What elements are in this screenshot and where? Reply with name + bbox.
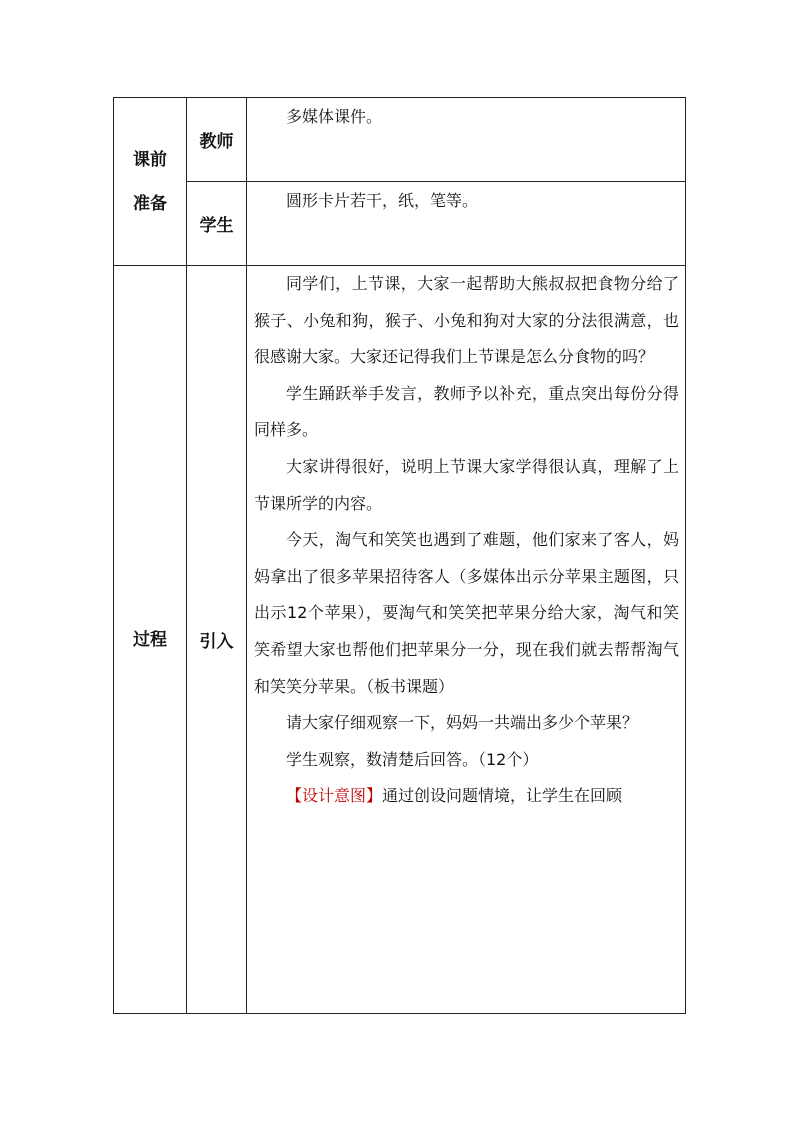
paragraph: 今天，淘气和笑笑也遇到了难题，他们家来了客人，妈妈拿出了很多苹果招待客人（多媒体出示分苹果主题图，只出示12个苹果），要淘气和笑笑把苹果分给大家，淘气和笑笑希望大家也帮他们把苹果分一分，现在我们就去帮帮淘气和笑笑分苹果。（板书课题） — [254, 530, 679, 696]
student-label: 学生 — [187, 182, 247, 266]
paragraph: 同学们，上节课，大家一起帮助大熊叔叔把食物分给了猴子、小兔和狗，猴子、小兔和狗对大家的分法很满意，也很感谢大家。大家还记得我们上节课是怎么分食物的吗？ — [254, 274, 679, 367]
teacher-materials-text: 多媒体课件。 — [286, 107, 383, 126]
paragraph: 大家讲得很好，说明上节课大家学得很认真，理解了上节课所学的内容。 — [254, 456, 679, 513]
teacher-materials-cell — [247, 98, 686, 182]
student-materials-text: 圆形卡片若干，纸，笔等。 — [286, 191, 479, 210]
section-prep-label-line1: 课前 — [133, 149, 167, 170]
lesson-plan-table — [113, 97, 686, 1014]
teacher-label: 教师 — [187, 98, 247, 182]
section-prep-label-line2: 准备 — [133, 193, 167, 214]
design-intent-paragraph — [254, 778, 679, 815]
intro-content-cell — [247, 266, 686, 1014]
section-prep-label — [114, 98, 187, 266]
design-intent-text: 通过创设问题情境，让学生在回顾 — [382, 786, 623, 806]
section-process-label: 过程 — [114, 266, 187, 1014]
paragraph: 学生观察，数清楚后回答。（12个） — [286, 749, 539, 769]
paragraph: 学生踊跃举手发言，教师予以补充，重点突出每份分得同样多。 — [254, 383, 679, 440]
design-intent-tag: 【设计意图】 — [286, 786, 383, 806]
student-materials-cell — [247, 182, 686, 266]
intro-label: 引入 — [187, 266, 247, 1014]
paragraph: 请大家仔细观察一下，妈妈一共端出多少个苹果？ — [286, 713, 639, 733]
